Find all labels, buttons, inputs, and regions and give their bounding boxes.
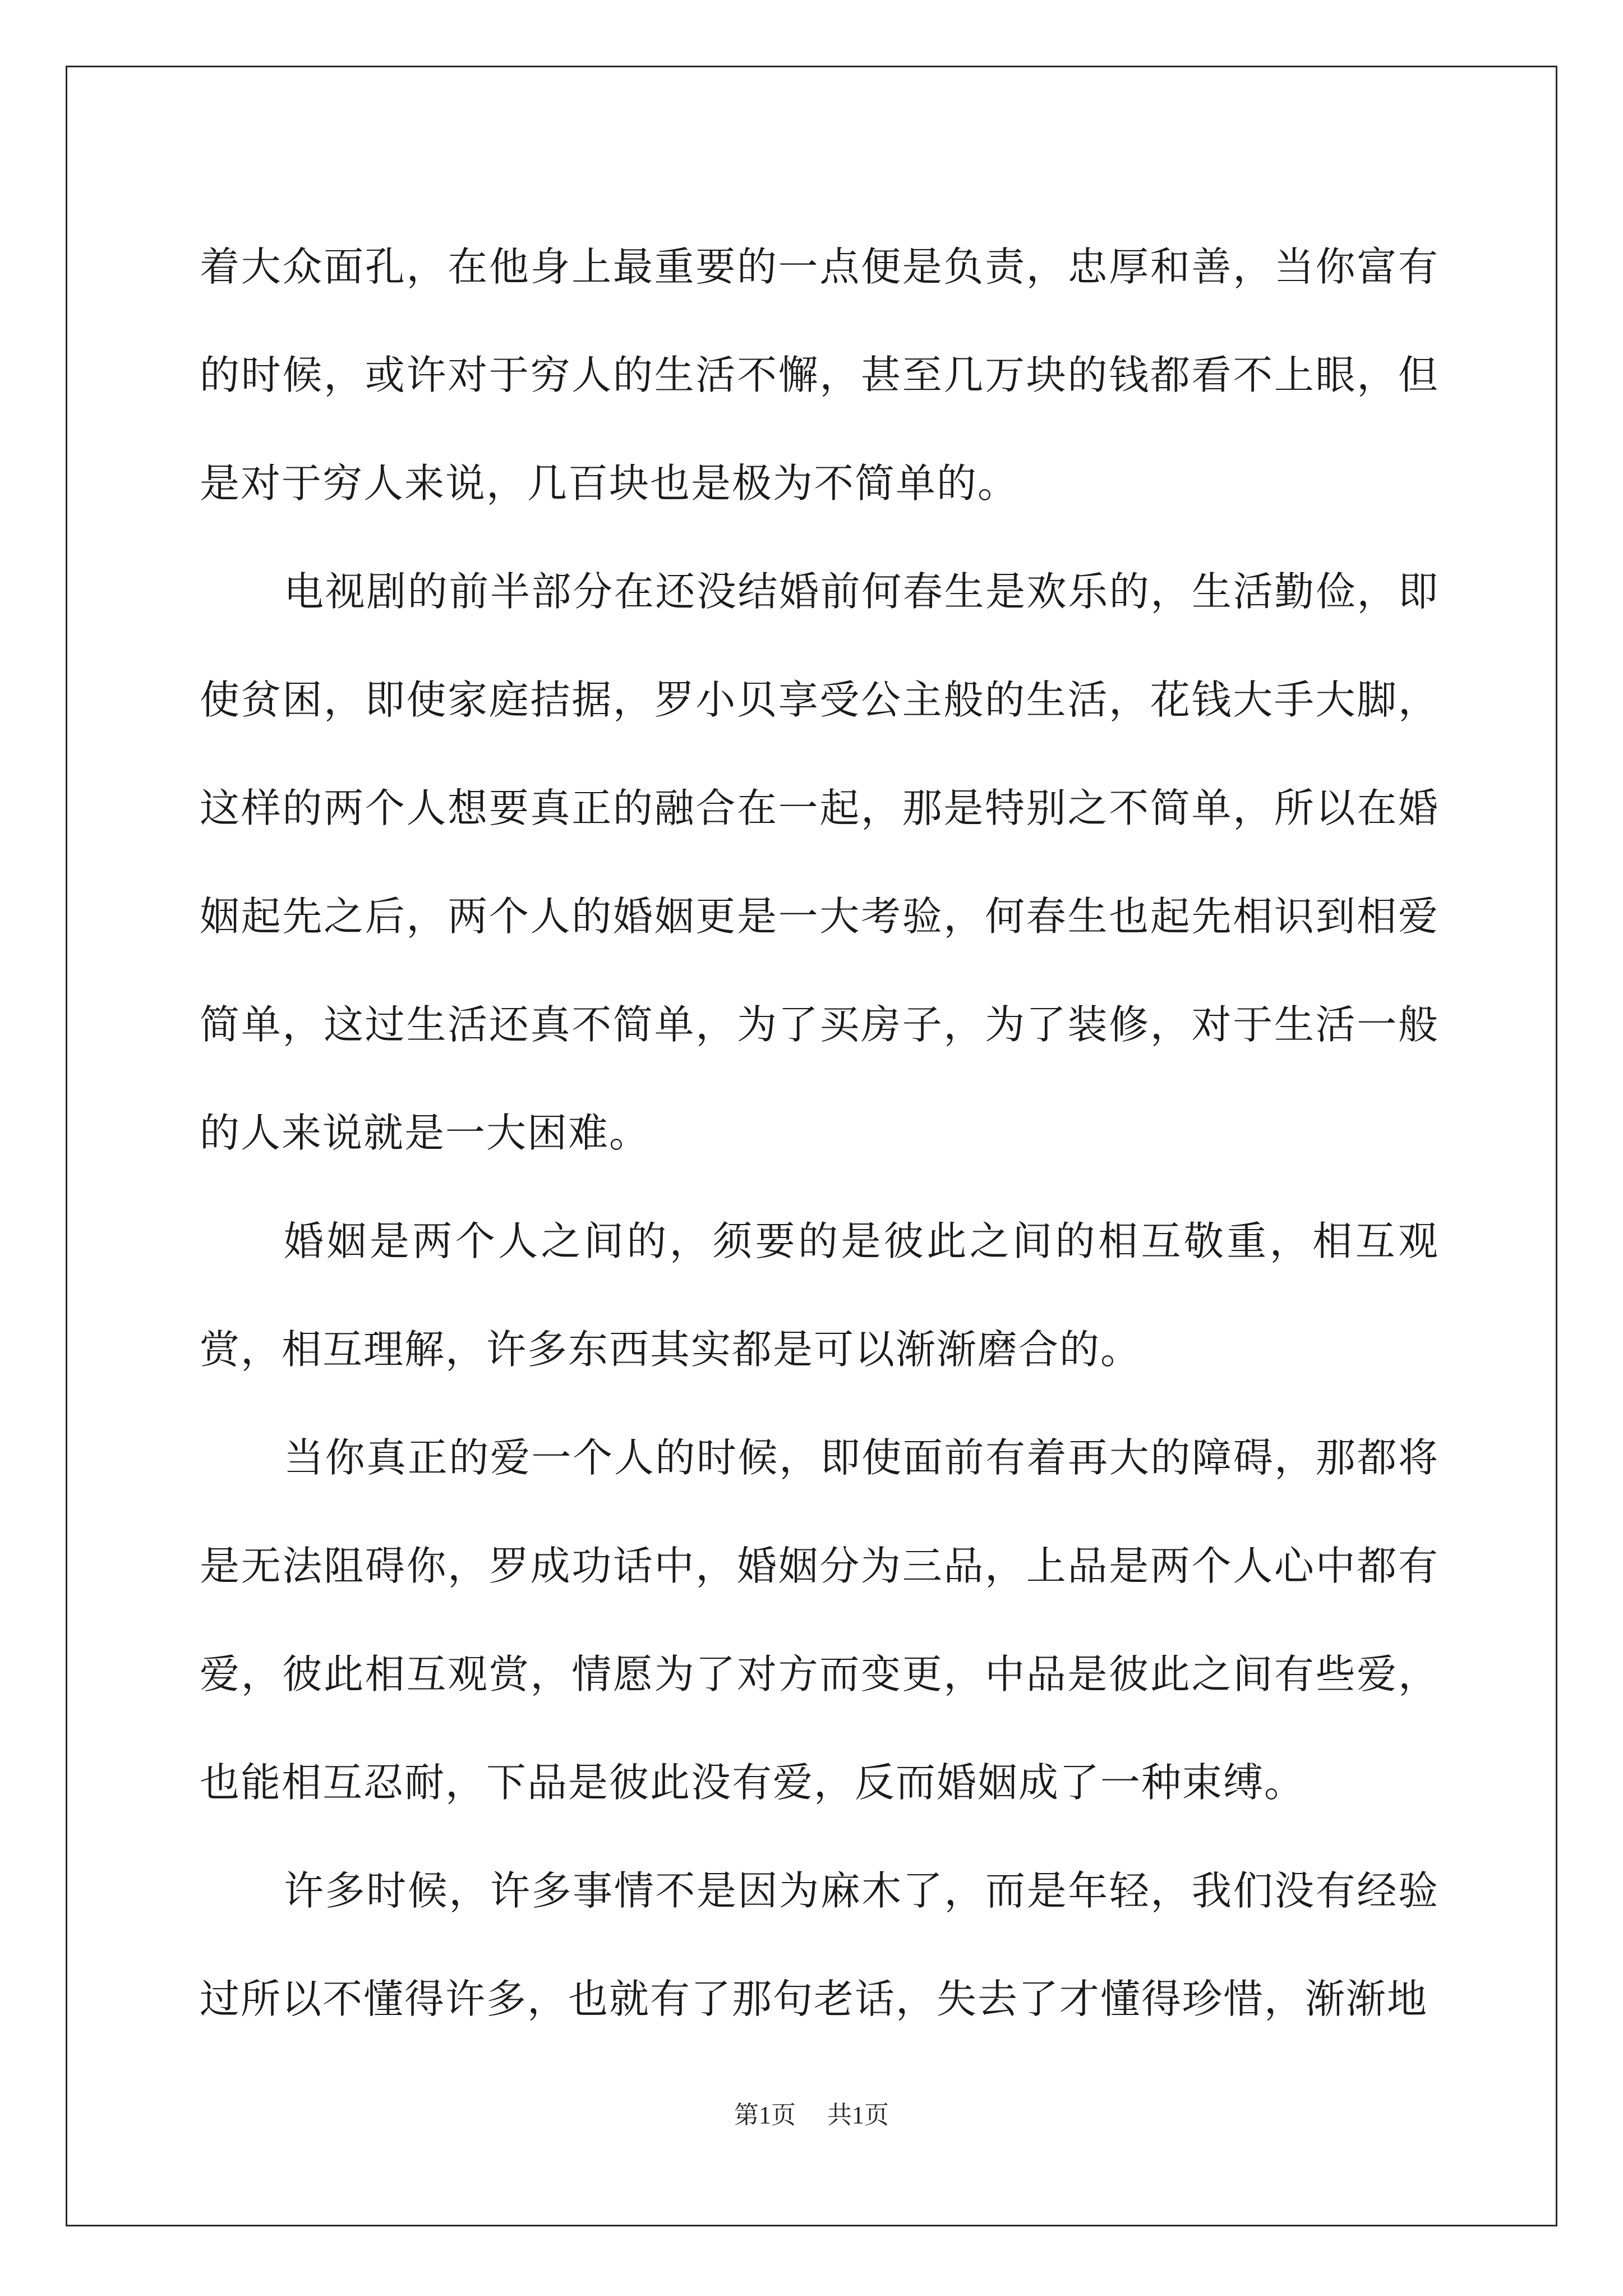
document-body <box>200 213 1439 2053</box>
page-number-current: 第1页 <box>734 2101 796 2129</box>
paragraph: 婚姻是两个人之间的，须要的是彼此之间的相互敬重，相互观赏，相互理解，许多东西其实都是可以渐渐磨合的。 <box>200 1218 1439 1373</box>
paragraph: 电视剧的前半部分在还没结婚前何春生是欢乐的，生活勤俭，即使贫困，即使家庭拮据，罗小贝享受公主般的生活，花钱大手大脚，这样的两个人想要真正的融合在一起，那是特别之不简单，所以在婚姻起先之后，两个人的婚姻更是一大考验，何春生也起先相识到相爱简单，这过生活还真不简单，为了买房子，为了装修，对于生活一般的人来说就是一大困难。 <box>200 568 1439 1156</box>
paragraph: 当你真正的爱一个人的时候，即使面前有着再大的障碍，那都将是无法阻碍你，罗成功话中，婚姻分为三品，上品是两个人心中都有爱，彼此相互观赏，情愿为了对方而变更，中品是彼此之间有些爱，也能相互忍耐，下品是彼此没有爱，反而婚姻成了一种束缚。 <box>200 1434 1439 1806</box>
page-number-total: 共1页 <box>827 2101 889 2129</box>
paragraph: 许多时候，许多事情不是因为麻木了，而是年轻，我们没有经验过所以不懂得许多，也就有了那句老话，失去了才懂得珍惜，渐渐地 <box>200 1867 1439 2022</box>
paragraph: 着大众面孔，在他身上最重要的一点便是负责，忠厚和善，当你富有的时候，或许对于穷人的生活不懈，甚至几万块的钱都看不上眼，但是对于穷人来说，几百块也是极为不简单的。 <box>200 243 1439 507</box>
page-footer <box>0 2099 1623 2132</box>
